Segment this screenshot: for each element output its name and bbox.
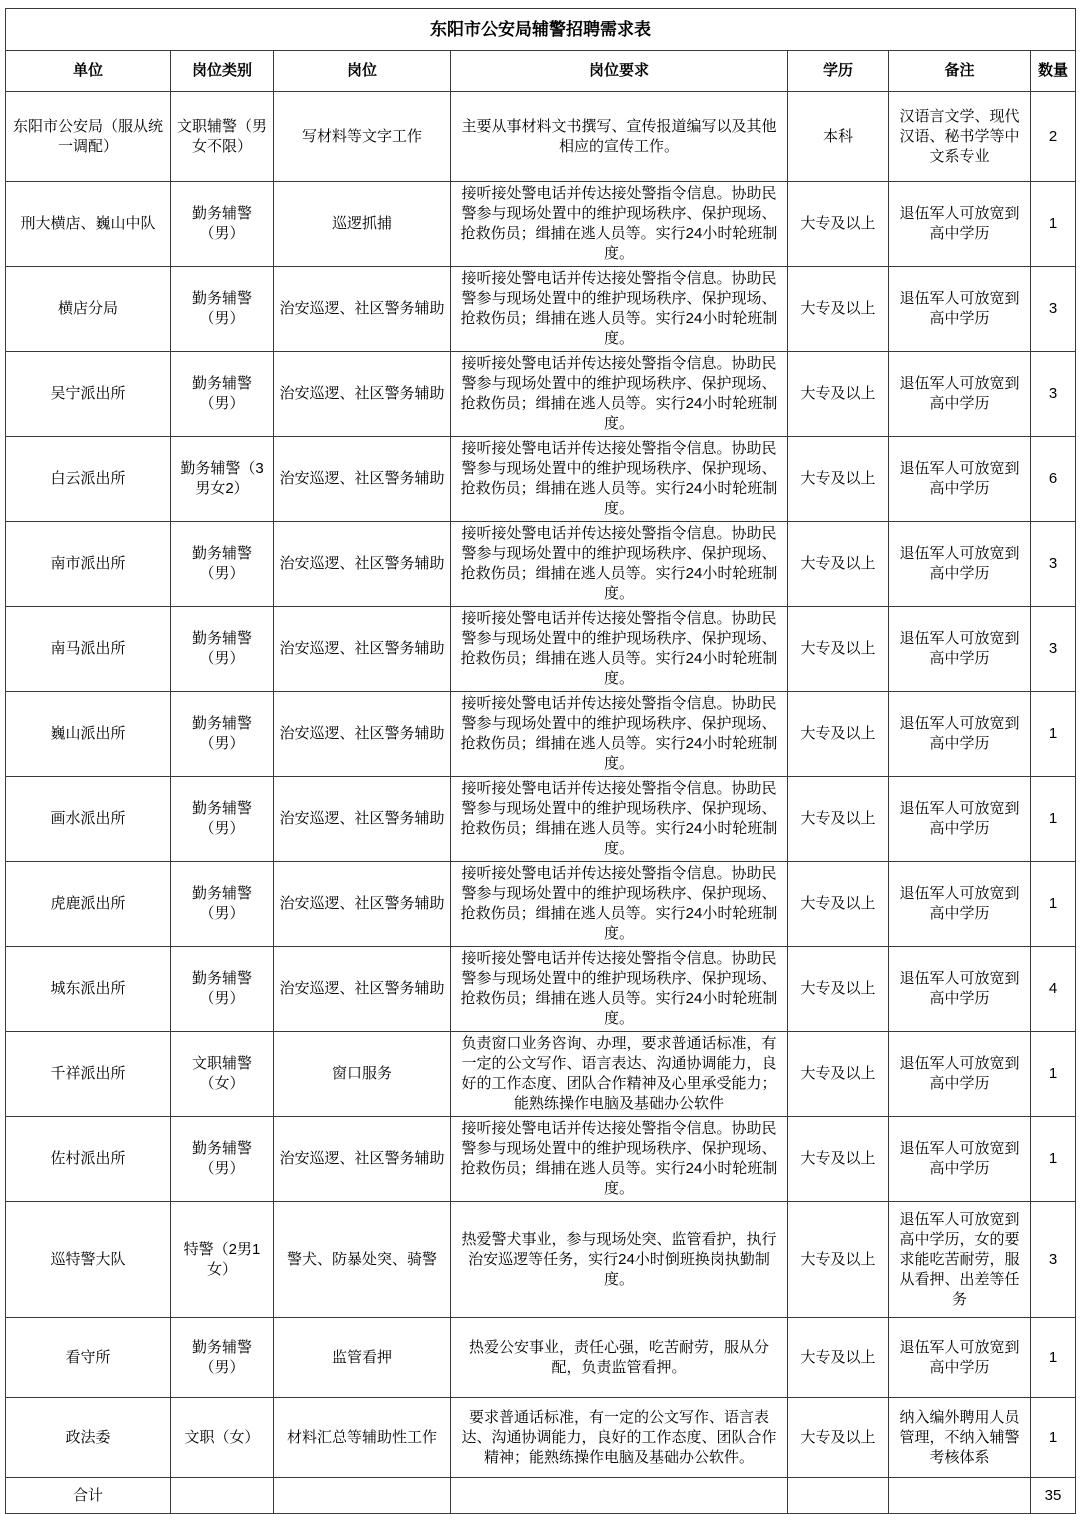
cell-requirements xyxy=(451,862,788,947)
cell-category xyxy=(171,1117,274,1202)
cell-text: 3 xyxy=(1048,1250,1058,1268)
cell-text: 文职辅警（女） xyxy=(191,1055,252,1092)
table-row xyxy=(6,692,1076,777)
cell-category xyxy=(171,777,274,862)
cell-education xyxy=(788,1032,889,1117)
cell-text: 巡逻抓捕 xyxy=(331,215,392,232)
cell-text: 勤务辅警（男） xyxy=(191,630,252,667)
column-header-unit: 单位 xyxy=(6,51,171,92)
cell-text: 接听接处警电话并传达接处警指令信息。协助民警参与现场处置中的维护现场秩序、保护现场、抢救伤员；缉捕在逃人员等。实行24小时轮班制度。 xyxy=(460,525,778,602)
cell-text: 文职辅警（男女不限） xyxy=(176,117,267,155)
cell-text: 接听接处警电话并传达接处警指令信息。协助民警参与现场处置中的维护现场秩序、保护现场、抢救伤员；缉捕在逃人员等。实行24小时轮班制度。 xyxy=(460,780,778,857)
cell-unit xyxy=(6,1478,171,1514)
cell-text: 千祥派出所 xyxy=(50,1065,126,1082)
cell-text: 合计 xyxy=(72,1486,103,1504)
cell-text: 热爱警犬事业，参与现场处突、监管看护，执行治安巡逻等任务，实行24小时倒班换岗执勤制度。 xyxy=(461,1230,777,1288)
cell-text: 退伍军人可放宽到高中学历 xyxy=(899,715,1020,752)
cell-text: 纳入编外聘用人员管理，不纳入辅警考核体系 xyxy=(899,1408,1020,1466)
cell-education xyxy=(788,1398,889,1478)
cell-text: 大专及以上 xyxy=(800,470,876,487)
cell-requirements xyxy=(451,607,788,692)
cell-education xyxy=(788,1117,889,1202)
cell-education xyxy=(788,182,889,267)
cell-remarks xyxy=(889,1398,1031,1478)
cell-text: 汉语言文学、现代汉语、秘书学等中文系专业 xyxy=(899,107,1020,165)
cell-text: 3 xyxy=(1048,640,1058,657)
cell-category xyxy=(171,437,274,522)
cell-text: 3 xyxy=(1048,385,1058,402)
cell-text: 勤务辅警（男） xyxy=(191,1338,252,1376)
cell-category xyxy=(171,1202,274,1318)
cell-text: 写材料等文字工作 xyxy=(301,127,422,145)
cell-text: 退伍军人可放宽到高中学历 xyxy=(899,630,1020,667)
cell-text: 接听接处警电话并传达接处警指令信息。协助民警参与现场处置中的维护现场秩序、保护现场、抢救伤员；缉捕在逃人员等。实行24小时轮班制度。 xyxy=(460,1120,778,1197)
cell-count xyxy=(1031,1478,1076,1514)
cell-unit xyxy=(6,1202,171,1318)
cell-text: 政法委 xyxy=(65,1428,111,1446)
cell-text: 要求普通话标准，有一定的公文写作、语言表达、沟通协调能力，良好的工作态度、团队合作精神；能熟练操作电脑及基础办公软件。 xyxy=(461,1408,777,1466)
cell-unit xyxy=(6,947,171,1032)
cell-text: 勤务辅警（男） xyxy=(191,205,252,242)
cell-requirements xyxy=(451,522,788,607)
cell-remarks xyxy=(889,1202,1031,1318)
cell-text: 负责窗口业务咨询、办理，要求普通话标准，有一定的公文写作、语言表达、沟通协调能力，良好的工作态度、团队合作精神及心里承受能力；能熟练操作电脑及基础办公软件 xyxy=(461,1035,777,1112)
cell-text: 1 xyxy=(1048,1065,1058,1082)
cell-position xyxy=(274,862,451,947)
table-row xyxy=(6,1202,1076,1318)
table-title: 东阳市公安局辅警招聘需求表 xyxy=(6,9,1076,51)
cell-count xyxy=(1031,607,1076,692)
cell-text: 退伍军人可放宽到高中学历 xyxy=(899,205,1020,242)
cell-text: 大专及以上 xyxy=(800,810,876,827)
cell-requirements xyxy=(451,352,788,437)
cell-text: 治安巡逻、社区警务辅助 xyxy=(279,895,445,912)
cell-unit xyxy=(6,1117,171,1202)
cell-text: 横店分局 xyxy=(57,300,118,317)
cell-education xyxy=(788,1202,889,1318)
cell-requirements xyxy=(451,1398,788,1478)
cell-unit xyxy=(6,522,171,607)
cell-count xyxy=(1031,862,1076,947)
cell-text: 治安巡逻、社区警务辅助 xyxy=(279,640,445,657)
cell-count xyxy=(1031,267,1076,352)
cell-text: 刑大横店、巍山中队 xyxy=(20,215,156,232)
cell-unit xyxy=(6,862,171,947)
cell-education xyxy=(788,92,889,182)
cell-position xyxy=(274,437,451,522)
cell-text: 画水派出所 xyxy=(50,810,126,827)
cell-text: 退伍军人可放宽到高中学历 xyxy=(899,1055,1020,1092)
cell-text: 退伍军人可放宽到高中学历 xyxy=(899,1338,1020,1376)
cell-remarks xyxy=(889,182,1031,267)
cell-text: 1 xyxy=(1048,1150,1058,1167)
cell-remarks xyxy=(889,92,1031,182)
table-row xyxy=(6,1398,1076,1478)
cell-category xyxy=(171,947,274,1032)
cell-category xyxy=(171,1318,274,1398)
cell-text: 接听接处警电话并传达接处警指令信息。协助民警参与现场处置中的维护现场秩序、保护现场、抢救伤员；缉捕在逃人员等。实行24小时轮班制度。 xyxy=(460,440,778,517)
cell-text: 特警（2男1女） xyxy=(183,1240,261,1278)
cell-text: 大专及以上 xyxy=(800,1250,876,1268)
cell-position xyxy=(274,1032,451,1117)
cell-text: 勤务辅警（男） xyxy=(191,375,252,412)
table-row xyxy=(6,862,1076,947)
cell-education xyxy=(788,522,889,607)
cell-text: 大专及以上 xyxy=(800,1150,876,1167)
table-body xyxy=(6,92,1076,1514)
cell-text: 勤务辅警（男） xyxy=(191,885,252,922)
cell-text: 退伍军人可放宽到高中学历 xyxy=(899,375,1020,412)
cell-education xyxy=(788,1478,889,1514)
cell-text: 接听接处警电话并传达接处警指令信息。协助民警参与现场处置中的维护现场秩序、保护现场、抢救伤员；缉捕在逃人员等。实行24小时轮班制度。 xyxy=(460,185,778,262)
cell-text: 退伍军人可放宽到高中学历 xyxy=(899,970,1020,1007)
table-row xyxy=(6,267,1076,352)
cell-requirements xyxy=(451,1202,788,1318)
column-header-requirements: 岗位要求 xyxy=(451,51,788,92)
table-header-row xyxy=(6,51,1076,92)
cell-position xyxy=(274,692,451,777)
cell-text: 南市派出所 xyxy=(50,555,126,572)
column-header-remarks: 备注 xyxy=(889,51,1031,92)
table-row xyxy=(6,522,1076,607)
cell-remarks xyxy=(889,1032,1031,1117)
table-row xyxy=(6,1318,1076,1398)
cell-category xyxy=(171,522,274,607)
cell-category xyxy=(171,862,274,947)
cell-education xyxy=(788,267,889,352)
cell-text: 35 xyxy=(1044,1486,1062,1504)
cell-text: 退伍军人可放宽到高中学历，女的要求能吃苦耐劳，服从看押、出差等任务 xyxy=(899,1210,1020,1308)
cell-text: 接听接处警电话并传达接处警指令信息。协助民警参与现场处置中的维护现场秩序、保护现场、抢救伤员；缉捕在逃人员等。实行24小时轮班制度。 xyxy=(460,270,778,347)
cell-text: 1 xyxy=(1048,215,1058,232)
cell-text: 治安巡逻、社区警务辅助 xyxy=(279,1150,445,1167)
cell-category xyxy=(171,607,274,692)
cell-text: 大专及以上 xyxy=(800,385,876,402)
cell-position xyxy=(274,1202,451,1318)
cell-unit xyxy=(6,437,171,522)
cell-text: 大专及以上 xyxy=(800,1428,876,1446)
cell-remarks xyxy=(889,607,1031,692)
cell-position xyxy=(274,1478,451,1514)
cell-text: 退伍军人可放宽到高中学历 xyxy=(899,800,1020,837)
cell-text: 1 xyxy=(1048,725,1058,742)
cell-text: 3 xyxy=(1048,300,1058,317)
cell-unit xyxy=(6,352,171,437)
cell-text: 接听接处警电话并传达接处警指令信息。协助民警参与现场处置中的维护现场秩序、保护现场、抢救伤员；缉捕在逃人员等。实行24小时轮班制度。 xyxy=(460,695,778,772)
table-row xyxy=(6,947,1076,1032)
cell-position xyxy=(274,267,451,352)
cell-category xyxy=(171,1032,274,1117)
cell-unit xyxy=(6,267,171,352)
cell-text: 材料汇总等辅助性工作 xyxy=(286,1428,437,1446)
cell-education xyxy=(788,437,889,522)
cell-text: 勤务辅警（3男女2） xyxy=(180,460,264,497)
cell-text: 1 xyxy=(1048,1348,1058,1366)
cell-text: 吴宁派出所 xyxy=(50,385,126,402)
cell-unit xyxy=(6,92,171,182)
cell-text: 本科 xyxy=(822,127,853,145)
cell-remarks xyxy=(889,352,1031,437)
cell-text: 治安巡逻、社区警务辅助 xyxy=(279,555,445,572)
cell-text: 大专及以上 xyxy=(800,300,876,317)
cell-unit xyxy=(6,607,171,692)
cell-category xyxy=(171,267,274,352)
cell-text: 勤务辅警（男） xyxy=(191,1140,252,1177)
cell-text: 勤务辅警（男） xyxy=(191,290,252,327)
cell-position xyxy=(274,1318,451,1398)
cell-requirements xyxy=(451,437,788,522)
cell-remarks xyxy=(889,437,1031,522)
cell-text: 城东派出所 xyxy=(50,980,126,997)
cell-education xyxy=(788,692,889,777)
cell-requirements xyxy=(451,267,788,352)
cell-position xyxy=(274,607,451,692)
cell-count xyxy=(1031,1398,1076,1478)
cell-unit xyxy=(6,1398,171,1478)
cell-position xyxy=(274,777,451,862)
cell-text: 文职（女） xyxy=(184,1428,260,1446)
cell-requirements xyxy=(451,1032,788,1117)
cell-text: 退伍军人可放宽到高中学历 xyxy=(899,545,1020,582)
cell-count xyxy=(1031,1202,1076,1318)
cell-unit xyxy=(6,1032,171,1117)
cell-text: 6 xyxy=(1048,470,1058,487)
column-header-education: 学历 xyxy=(788,51,889,92)
cell-requirements xyxy=(451,1117,788,1202)
cell-count xyxy=(1031,182,1076,267)
cell-remarks xyxy=(889,947,1031,1032)
table-row xyxy=(6,437,1076,522)
cell-count xyxy=(1031,1318,1076,1398)
cell-position xyxy=(274,1117,451,1202)
cell-requirements xyxy=(451,92,788,182)
cell-unit xyxy=(6,182,171,267)
cell-text: 大专及以上 xyxy=(800,895,876,912)
cell-text: 3 xyxy=(1048,555,1058,572)
cell-text: 主要从事材料文书撰写、宣传报道编写以及其他相应的宣传工作。 xyxy=(461,117,777,155)
cell-remarks xyxy=(889,1318,1031,1398)
cell-count xyxy=(1031,352,1076,437)
cell-position xyxy=(274,182,451,267)
cell-text: 治安巡逻、社区警务辅助 xyxy=(279,385,445,402)
cell-education xyxy=(788,1318,889,1398)
cell-text: 巍山派出所 xyxy=(50,725,126,742)
cell-text: 退伍军人可放宽到高中学历 xyxy=(899,460,1020,497)
cell-category xyxy=(171,182,274,267)
cell-text: 退伍军人可放宽到高中学历 xyxy=(899,290,1020,327)
table-row xyxy=(6,92,1076,182)
cell-text: 治安巡逻、社区警务辅助 xyxy=(279,725,445,742)
cell-category xyxy=(171,1398,274,1478)
cell-unit xyxy=(6,777,171,862)
cell-text: 治安巡逻、社区警务辅助 xyxy=(279,980,445,997)
cell-text: 勤务辅警（男） xyxy=(191,715,252,752)
cell-text: 大专及以上 xyxy=(800,555,876,572)
cell-text: 勤务辅警（男） xyxy=(191,800,252,837)
cell-unit xyxy=(6,1318,171,1398)
cell-text: 佐村派出所 xyxy=(50,1150,126,1167)
cell-text: 大专及以上 xyxy=(800,1348,876,1366)
cell-text: 窗口服务 xyxy=(331,1065,392,1082)
table-row xyxy=(6,1032,1076,1117)
cell-remarks xyxy=(889,777,1031,862)
cell-unit xyxy=(6,692,171,777)
cell-text: 白云派出所 xyxy=(50,470,126,487)
cell-text: 警犬、防暴处突、骑警 xyxy=(286,1250,437,1268)
cell-text: 接听接处警电话并传达接处警指令信息。协助民警参与现场处置中的维护现场秩序、保护现场、抢救伤员；缉捕在逃人员等。实行24小时轮班制度。 xyxy=(460,950,778,1027)
cell-text: 退伍军人可放宽到高中学历 xyxy=(899,885,1020,922)
cell-count xyxy=(1031,1117,1076,1202)
cell-education xyxy=(788,862,889,947)
cell-text: 治安巡逻、社区警务辅助 xyxy=(279,470,445,487)
cell-text: 监管看押 xyxy=(331,1348,392,1366)
cell-text: 1 xyxy=(1048,1428,1058,1446)
cell-position xyxy=(274,92,451,182)
column-header-count: 数量 xyxy=(1031,51,1076,92)
cell-text: 治安巡逻、社区警务辅助 xyxy=(279,810,445,827)
cell-text: 退伍军人可放宽到高中学历 xyxy=(899,1140,1020,1177)
table-row xyxy=(6,777,1076,862)
cell-text: 接听接处警电话并传达接处警指令信息。协助民警参与现场处置中的维护现场秩序、保护现场、抢救伤员；缉捕在逃人员等。实行24小时轮班制度。 xyxy=(460,355,778,432)
cell-count xyxy=(1031,437,1076,522)
cell-requirements xyxy=(451,777,788,862)
cell-category xyxy=(171,352,274,437)
cell-text: 热爱公安事业，责任心强，吃苦耐劳，服从分配，负责监管看押。 xyxy=(468,1338,769,1376)
cell-text: 巡特警大队 xyxy=(50,1250,126,1268)
cell-remarks xyxy=(889,1478,1031,1514)
cell-remarks xyxy=(889,267,1031,352)
table-row xyxy=(6,352,1076,437)
cell-text: 大专及以上 xyxy=(800,980,876,997)
cell-text: 大专及以上 xyxy=(800,1065,876,1082)
cell-text: 接听接处警电话并传达接处警指令信息。协助民警参与现场处置中的维护现场秩序、保护现场、抢救伤员；缉捕在逃人员等。实行24小时轮班制度。 xyxy=(460,865,778,942)
table-title-row xyxy=(6,9,1076,51)
cell-requirements xyxy=(451,692,788,777)
cell-requirements xyxy=(451,947,788,1032)
cell-text: 大专及以上 xyxy=(800,640,876,657)
cell-remarks xyxy=(889,862,1031,947)
cell-text: 治安巡逻、社区警务辅助 xyxy=(279,300,445,317)
cell-text: 1 xyxy=(1048,895,1058,912)
cell-category xyxy=(171,692,274,777)
cell-count xyxy=(1031,692,1076,777)
cell-text: 大专及以上 xyxy=(800,215,876,232)
column-header-position: 岗位 xyxy=(274,51,451,92)
cell-category xyxy=(171,92,274,182)
cell-text: 看守所 xyxy=(65,1348,111,1366)
table-row xyxy=(6,182,1076,267)
cell-count xyxy=(1031,947,1076,1032)
cell-education xyxy=(788,777,889,862)
cell-text: 1 xyxy=(1048,810,1058,827)
cell-count xyxy=(1031,777,1076,862)
cell-count xyxy=(1031,1032,1076,1117)
cell-position xyxy=(274,352,451,437)
cell-text: 勤务辅警（男） xyxy=(191,545,252,582)
cell-text: 东阳市公安局（服从统一调配） xyxy=(12,117,163,155)
cell-text: 接听接处警电话并传达接处警指令信息。协助民警参与现场处置中的维护现场秩序、保护现场、抢救伤员；缉捕在逃人员等。实行24小时轮班制度。 xyxy=(460,610,778,687)
cell-text: 2 xyxy=(1048,127,1058,145)
cell-position xyxy=(274,947,451,1032)
cell-remarks xyxy=(889,692,1031,777)
cell-education xyxy=(788,607,889,692)
cell-text: 4 xyxy=(1048,980,1058,997)
cell-education xyxy=(788,947,889,1032)
table-row xyxy=(6,607,1076,692)
column-header-category: 岗位类别 xyxy=(171,51,274,92)
cell-position xyxy=(274,1398,451,1478)
table-total-row xyxy=(6,1478,1076,1514)
table-row xyxy=(6,1117,1076,1202)
cell-position xyxy=(274,522,451,607)
cell-requirements xyxy=(451,1318,788,1398)
recruitment-table xyxy=(5,8,1076,1514)
cell-education xyxy=(788,352,889,437)
cell-text: 大专及以上 xyxy=(800,725,876,742)
cell-category xyxy=(171,1478,274,1514)
cell-text: 勤务辅警（男） xyxy=(191,970,252,1007)
cell-remarks xyxy=(889,1117,1031,1202)
cell-count xyxy=(1031,92,1076,182)
cell-count xyxy=(1031,522,1076,607)
cell-text: 南马派出所 xyxy=(50,640,126,657)
cell-requirements xyxy=(451,1478,788,1514)
cell-text: 虎鹿派出所 xyxy=(50,895,126,912)
cell-requirements xyxy=(451,182,788,267)
cell-remarks xyxy=(889,522,1031,607)
